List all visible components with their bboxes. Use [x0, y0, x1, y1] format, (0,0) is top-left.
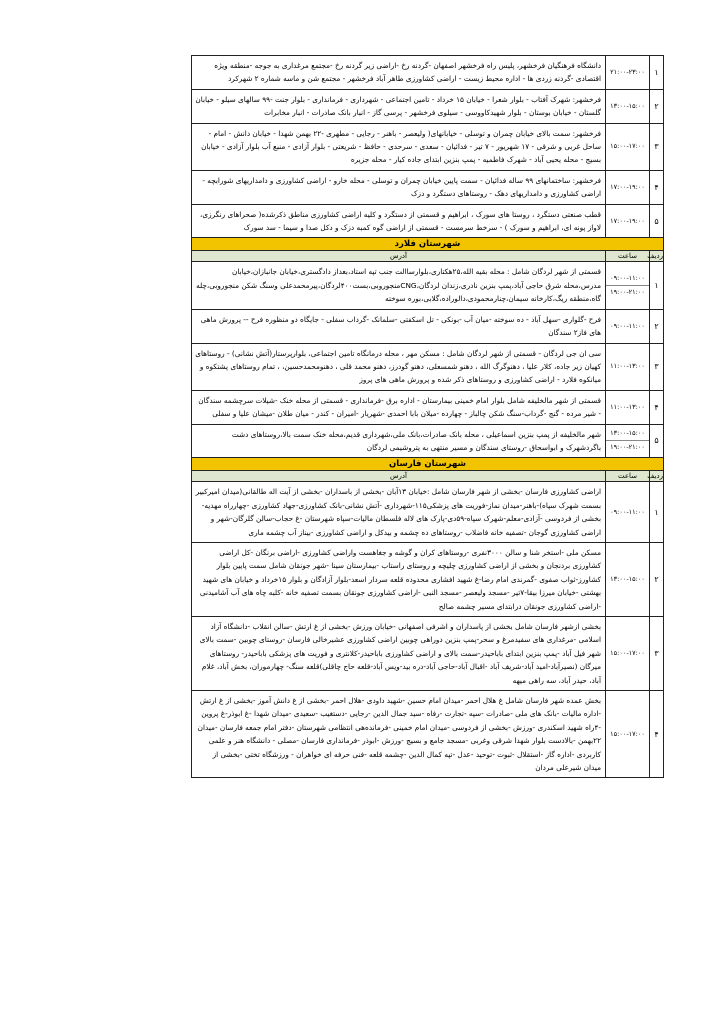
city-name: شهرستان فلارد: [192, 238, 664, 251]
time-slot: ۱۱:۰۰-۱۳:۰۰: [610, 362, 645, 371]
schedule-row: [192, 482, 664, 543]
time-slot: ۱۷:۰۰-۱۹:۰۰: [610, 182, 645, 191]
affected-areas: بخش عمده شهر فارسان شامل غ هلال احمر -میدان امام حسین -شهید داودی -هلال احمر -بخشی از غ دانش آموز -بخشی از غ ارتش -اداره مالیات -بانک های ملی -صادرات -سپه -تجارت -رفاه -سید جمال الدین -رجایی -دستغیب -سعیدی -میدان شهدا -غ ابوذر-غ پروین -۴راه شهید اسکندری -ورزش -بخشی از فردوسی -میدان امام خمینی -فرمانده‌هی انتظامی شهرستان -دفتر امام جمعه فارسان -میدان ۲۲بهمن -بالادست بلوار شهدا شرقی وغربی -مسجد جامع و بسیج -ورزش -ابوذر -فرمانداری فارسان -مصلی - دانشگاه هنر و علمی کاربردی -اداره گاز -استقلال -ثبوت -توحید -عدل -تپه کمال الدین -چشمه قلعه -فنی حرفه ای خواهران - ورزشگاه تختی -بخشی از میدان شیرعلی مردان: [192, 691, 606, 778]
schedule-row: [192, 617, 664, 691]
row-number: ۱: [650, 262, 664, 309]
time-slot: ۲۱:۰۰-۲۳:۰۰: [610, 67, 645, 76]
time-slot: ۱۳:۰۰-۱۵:۰۰: [610, 574, 645, 583]
schedule-row: [192, 123, 664, 170]
outage-time: [606, 89, 650, 123]
time-column-header: ساعت: [606, 471, 650, 482]
outage-time: [606, 390, 650, 424]
schedule-table-body: [192, 56, 664, 778]
row-number: ۳: [650, 617, 664, 691]
address-column-header: آدرس: [192, 251, 606, 262]
schedule-row: [192, 56, 664, 90]
affected-areas: اراضی کشاورزی فارسان -بخشی از شهر فارسان شامل :خیابان ۱۳آبان -بخشی از باسداران -بخشی از آیت اله طالقانی(میدان امیرکبیر بسمت شهرک سپاه)-باهنر-میدان نماز-فوریت های پزشکی۱۱۵-شهرداری -آتش نشانی-بانک کشاورزی-جهاد کشاورزی -چهارراه مهدیه-بخشی از فردوسی -آزادی-معلم-شهرک سپاه-۵۹دی-پارک های لاله فلسطان مالیات-سپاه شهرستان -غ حجاب-سالن گلرگان-شهر و اراضی کشاورزی گوجان -تصفیه خانه فاضلاب -روستاهای ده چشمه و بیدکل و اراضی کشاورزی -بیناز آب چشمه ماری: [192, 482, 606, 543]
row-number: ۳: [650, 343, 664, 390]
column-header-row: [192, 471, 664, 482]
schedule-row: [192, 424, 664, 458]
time-slot: ۱۳:۰۰-۱۵:۰۰: [610, 101, 645, 110]
time-slot: ۰۹:۰۰-۱۱:۰۰: [610, 321, 645, 330]
row-number: ۱: [650, 56, 664, 90]
schedule-row: [192, 262, 664, 309]
schedule-row: [192, 343, 664, 390]
schedule-row: [192, 390, 664, 424]
schedule-row: [192, 170, 664, 204]
outage-time: [606, 343, 650, 390]
address-column-header: آدرس: [192, 471, 606, 482]
outage-time: [606, 424, 650, 458]
time-slot: ۱۹:۰۰-۲۱:۰۰: [610, 288, 645, 297]
row-number: ۴: [650, 691, 664, 778]
row-number: ۵: [650, 424, 664, 458]
time-slot: ۱۳:۰۰-۱۵:۰۰: [606, 427, 649, 441]
row-number-header: ردیف: [647, 252, 663, 261]
schedule-row: [192, 542, 664, 616]
affected-areas: شهر مالخلیفه از پمپ بنزین اسماعیلی ، محله بانک صادرات،بانک ملی،شهرداری قدیم،محله خنک سمت بالا،روستاهای دشت باگردشهرک و ابواسحاق -روستای سندگان و مسیر منتهی به پتروشیمی لردگان: [192, 424, 606, 458]
row-number: ۵: [650, 204, 664, 238]
schedule-row: [192, 309, 664, 343]
outage-schedule-sheet: [191, 55, 664, 778]
row-number: ۴: [650, 170, 664, 204]
schedule-row: [192, 89, 664, 123]
outage-time: [606, 309, 650, 343]
outage-time: [606, 123, 650, 170]
time-column-header: ساعت: [606, 251, 650, 262]
affected-areas: بخشی ازشهر فارسان شامل بخشی از پاسداران و اشرفی اصفهانی -خیابان ورزش -بخشی از غ ارتش -سالن انقلاب -دانشگاه آزاد اسلامی -مرغداری های سفیدمرغ و سحر-پمپ بنزین دوراهی چوبین اراضی کشاورزی عشیرخالی فارسان -روستای چوبین -سمت بالای شهر فیل آباد -پمپ بنزین ابتدای باباحیدر-سمت بالای و اراضی کشاورزی باباحیدر-کلانتری و فوریت های پزشکی باباحیدر- روستاهای میرگان (نصیرآباد-امید آباد-شریف آباد -اقبال آباد-حاجی آباد-دره بید-ویس آباد-قلعه حاج چاقلی)قلعه سنگ- چهارموران، بخش آباد، غلام آباد، حیدر آباد، سه راهی میهه: [192, 617, 606, 691]
time-slot: ۱۵:۰۰-۱۷:۰۰: [610, 649, 645, 658]
row-number: ۱: [650, 482, 664, 543]
row-number: ۳: [650, 123, 664, 170]
affected-areas: مسکن ملی -استخر شنا و سالن ۳۰۰۰نفری -روستاهای کران و گوشه و جغاهست واراضی کشاورزی -اراضی برنگان -کل اراضی کشاورزی بردنجان و بخشی از اراضی کشاورزی چلیچه و روستای راستاب -بیمارستان سینا -شهر جونقان شامل سمت پایین بلوار کشاورز-ثواب صفوی -گمرندی امام رضا-غ شهید افشاری محدوده قلعه سردار اسعد-بلوار آزادگان و بلوار ۱۵خرداد و خیابان های شهید بهشتی -خیابان میرزا بیقا-۷تیر -مسجد ولیعصر -مسجد النبی -اراضی کشاورزی جونقان بسمت تصفیه خانه -کلبه چاه های آب آشامیدنی -اراضی کشاورزی جونقان درابتدای مسیر چشمه صالح: [192, 542, 606, 616]
time-slot: ۱۵:۰۰-۱۷:۰۰: [610, 142, 645, 151]
affected-areas: فرح -گلواری -سهل آباد - ده سوخته -میان آب -بونکی - تل اسکفتی -سلمانک -گرداب سفلی - جایگاه دو منظوره فرح -- پرورش ماهی های فاز۲ سندگان: [192, 309, 606, 343]
outage-time: [606, 542, 650, 616]
time-slot: ۱۵:۰۰-۱۷:۰۰: [610, 729, 645, 738]
row-number: ۲: [650, 309, 664, 343]
affected-areas: فرخشهر: شهرک آفتاب - بلوار شعرا - خیابان ۱۵ خرداد - تامین اجتماعی - شهرداری - فرمانداری - بلوار جنت -۹۹ سالهای سیلو - خیابان گلستان - خیابان بوستان - بلوار شهیدکاووسی - سیلوی فرخشهر - پرسی گاز - انبار بانک صادرات - انبار مخابرات: [192, 89, 606, 123]
row-number-header: ردیف: [647, 472, 663, 481]
schedule-table: [191, 55, 664, 778]
outage-time: [606, 170, 650, 204]
schedule-row: [192, 204, 664, 238]
affected-areas: قسمتی از شهر مالخلیفه شامل بلوار امام خمینی بیمارستان - اداره برق -فرمانداری - قسمتی از محله خنک -شیلات سرچشمه سندگان - شیر مرده - گنج -گرداب-سنگ شکن چالباز - چهارده -میلان بابا احمدی -شهریار -امیران - کندر - میان طلان -میشان علیا و سفلی: [192, 390, 606, 424]
time-slot: ۰۹:۰۰-۱۱:۰۰: [610, 507, 645, 516]
outage-time: [606, 617, 650, 691]
affected-areas: دانشگاه فرهنگیان فرخشهر، پلیس راه فرخشهر اصفهان -گردنه رخ -اراضی زیر گردنه رخ -مجتمع مرغداری به جوجه -منطقه ویژه اقتصادی -گردنه زردی ها - اداره محیط زیست - اراضی کشاورزی طاهر آباد فرخشهر - مجتمع شن و ماسه شماره ۲ شهرکرد: [192, 56, 606, 90]
column-header-row: [192, 251, 664, 262]
time-slot: ۰۹:۰۰-۱۱:۰۰: [606, 272, 649, 286]
affected-areas: فرخشهر: سمت بالای خیابان چمران و توسلی - خیابانهای( ولیعصر - باهنر - رجایی - مطهری -۲۲ بهمن شهدا - خیابان دانش - امام - ساحل غربی و شرقی - ۱۷ شهریور - ۷ تیر - فدائیان - سعدی - سرحدی - حافظ - شریعتی - بلوار آزادی - منبع آب بلوار آزادی - خیابان بسیج - محله یحیی آباد - شهرک فاطمیه - پمپ بنزین ابتدای جاده کیار - محله جزیره: [192, 123, 606, 170]
outage-time: [606, 482, 650, 543]
time-slot: ۱۷:۰۰-۱۹:۰۰: [610, 216, 645, 225]
row-number: ۴: [650, 390, 664, 424]
city-section-header: [192, 458, 664, 471]
affected-areas: قسمتی از شهر لردگان شامل : محله بقیه الله،۲۵هکتاری،بلوارساالت جنب تپه استاد،بعداز دادگستری،خیابان جانبازان،خیابان مدرس،محله شرق حاجی آباد،پمپ بنزین نادری،زندان لردگان،CNGمنجوروبی،بست۴۰۰لردگان،پیرمحمدعلی وسنگ شکن منجوروبی،چله گاه،منطقه ریگ،کارخانه سیمان،چنارمحمودی،دالوراده،گلابی،بوره سوخته: [192, 262, 606, 309]
outage-time: [606, 204, 650, 238]
row-number: ۲: [650, 542, 664, 616]
outage-time: [606, 262, 650, 309]
time-slot: ۱۱:۰۰-۱۳:۰۰: [610, 402, 645, 411]
time-slot: ۱۹:۰۰-۲۱:۰۰: [610, 443, 645, 452]
outage-time: [606, 56, 650, 90]
outage-time: [606, 691, 650, 778]
affected-areas: سی ان جی لردگان - قسمتی از شهر لردگان شامل : مسکن مهر ، محله درمانگاه تامین اجتماعی، بلوارپرستار(آتش نشانی) - روستاهای کهیان زیر جاده، کلار علیا ، دهنوگرگ الله ، دهنو شمسعلی، دهنو گودرز، دهنو محمد قلی ، دهنومحمدحسین، ، تمام روستاهای پشتکوه و میانکوه فلارد - اراضی کشاورزی و روستاهای ذکر شده و پرورش ماهی های پروز: [192, 343, 606, 390]
row-number: ۲: [650, 89, 664, 123]
affected-areas: قطب صنعتی دستگرد ، روستا های سورک ، ابراهیم و قسمتی از دستگرد و کلیه اراضی کشاورزی مناطق ذکرشده( صحراهای رنگرزی، لاواز پونه ای، ابراهیم و سورک ) - سرخط سرمست - قسمتی از اراضی گوه کمبه دزک و دکل صدا و سیما - سد سورک: [192, 204, 606, 238]
city-name: شهرستان فارسان: [192, 458, 664, 471]
affected-areas: فرخشهر: ساختمانهای ۹۹ ساله فدائیان - سمت پایین خیابان چمران و توسلی - محله خارو - اراضی کشاورزی و دامداریهای شورابچه - اراضی کشاورزی و دامداریهای دهک - روستاهای دستگرد و دزک: [192, 170, 606, 204]
schedule-row: [192, 691, 664, 778]
city-section-header: [192, 238, 664, 251]
